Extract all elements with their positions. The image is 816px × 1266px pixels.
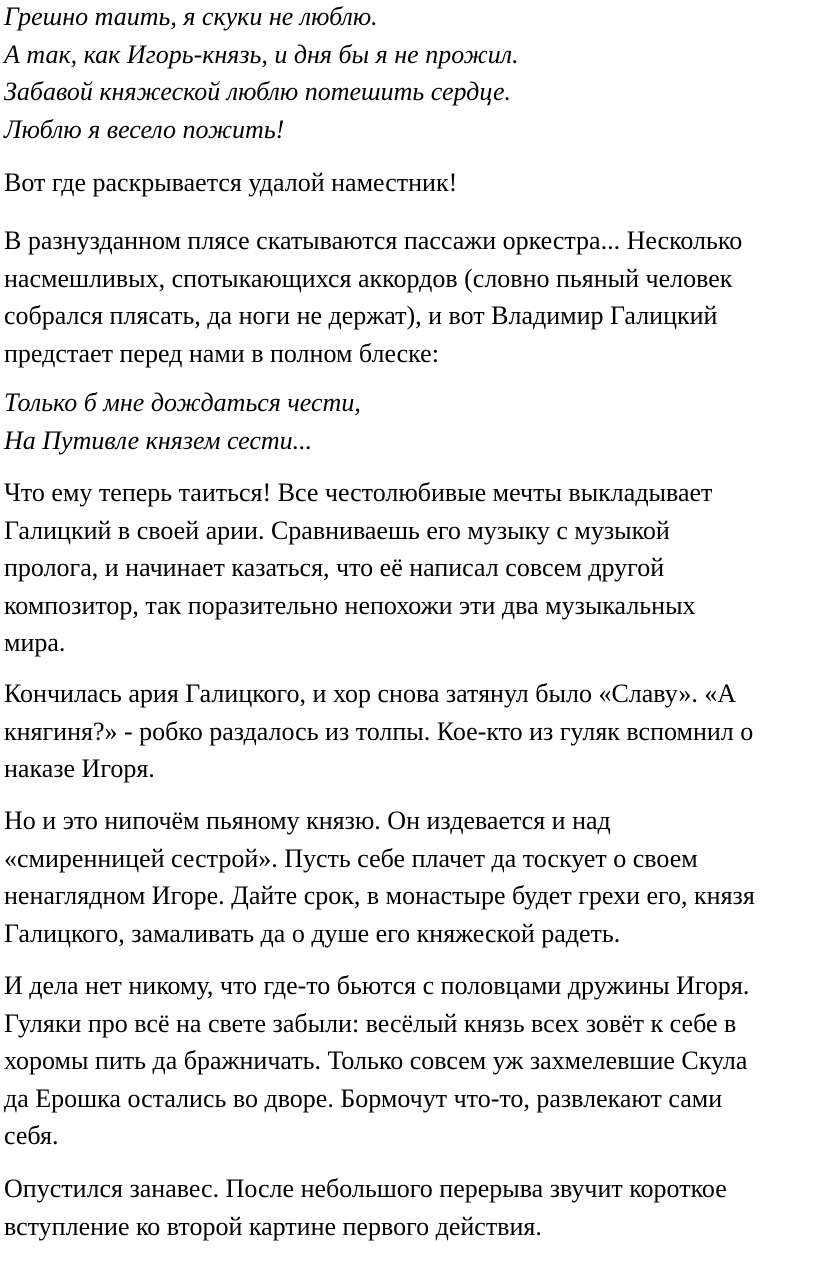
paragraph-3	[4, 474, 712, 662]
text-line: хоромы пить да бражничать. Только совсем уж захмелевшие Скула	[4, 1046, 748, 1075]
text-line: Гуляки про всё на свете забыли: весёлый князь всех зовёт к себе в	[4, 1008, 737, 1038]
paragraph-6	[4, 967, 749, 1155]
text-line: Галицкого, замаливать да о душе его княжеской радеть.	[4, 918, 621, 948]
paragraph-4	[4, 675, 753, 788]
text-line: наказе Игоря.	[4, 754, 155, 783]
paragraph-5	[4, 802, 755, 952]
text-line: Опустился занавес. После небольшого перерыва звучит короткое	[4, 1174, 727, 1203]
text-line: Кончилась ария Галицкого, и хор снова затянул было «Славу». «А	[4, 679, 737, 708]
text-line: Вот где раскрывается удалой наместник!	[4, 168, 458, 197]
verse-line: Забавой княжеской люблю потешить сердце.	[4, 77, 511, 106]
text-line: вступление ко второй картине первого действия.	[4, 1211, 542, 1241]
verse-line: А так, как Игорь-князь, и дня бы я не прожил.	[4, 39, 519, 69]
text-line: собрался плясать, да ноги не держат), и вот Владимир Галицкий	[4, 301, 718, 330]
text-line: мира.	[4, 628, 66, 657]
verse-block-1	[4, 0, 519, 148]
text-line: насмешливых, спотыкающихся аккордов (словно пьяный человек	[4, 263, 733, 293]
paragraph-7	[4, 1170, 727, 1245]
paragraph-1	[4, 164, 457, 202]
verse-block-2	[4, 384, 361, 459]
text-line: композитор, так поразительно непохожи эти два музыкальных	[4, 590, 696, 620]
verse-line: На Путивле князем сести...	[4, 425, 313, 455]
text-line: предстает перед нами в полном блеске:	[4, 338, 439, 368]
text-line: «смиренницей сестрой». Пусть себе плачет да тоскует о своем	[4, 843, 698, 873]
text-line: Галицкий в своей арии. Сравниваешь его музыку с музыкой	[4, 515, 670, 545]
text-line: В разнузданном плясе скатываются пассажи оркестра... Несколько	[4, 226, 743, 255]
text-line: пролога, и начинает казаться, что её написал совсем другой	[4, 553, 665, 582]
text-line: себя.	[4, 1121, 59, 1150]
verse-line: Грешно таить, я скуки не люблю.	[4, 2, 378, 31]
text-line: княгиня?» - робко раздалось из толпы. Кое-кто из гуляк вспомнил о	[4, 716, 754, 746]
verse-line: Только б мне дождаться чести,	[4, 388, 361, 417]
text-line: ненаглядном Игоре. Дайте срок, в монастыре будет грехи его, князя	[4, 881, 755, 910]
verse-line: Люблю я весело пожить!	[4, 114, 285, 144]
text-line: И дела нет никому, что где-то бьются с половцами дружины Игоря.	[4, 971, 750, 1000]
text-line: да Ерошка остались во дворе. Бормочут что-то, развлекают сами	[4, 1083, 723, 1113]
text-line: Что ему теперь таиться! Все честолюбивые мечты выкладывает	[4, 478, 713, 507]
text-line: Но и это нипочём пьяному князю. Он издевается и над	[4, 806, 611, 835]
paragraph-2	[4, 222, 742, 372]
